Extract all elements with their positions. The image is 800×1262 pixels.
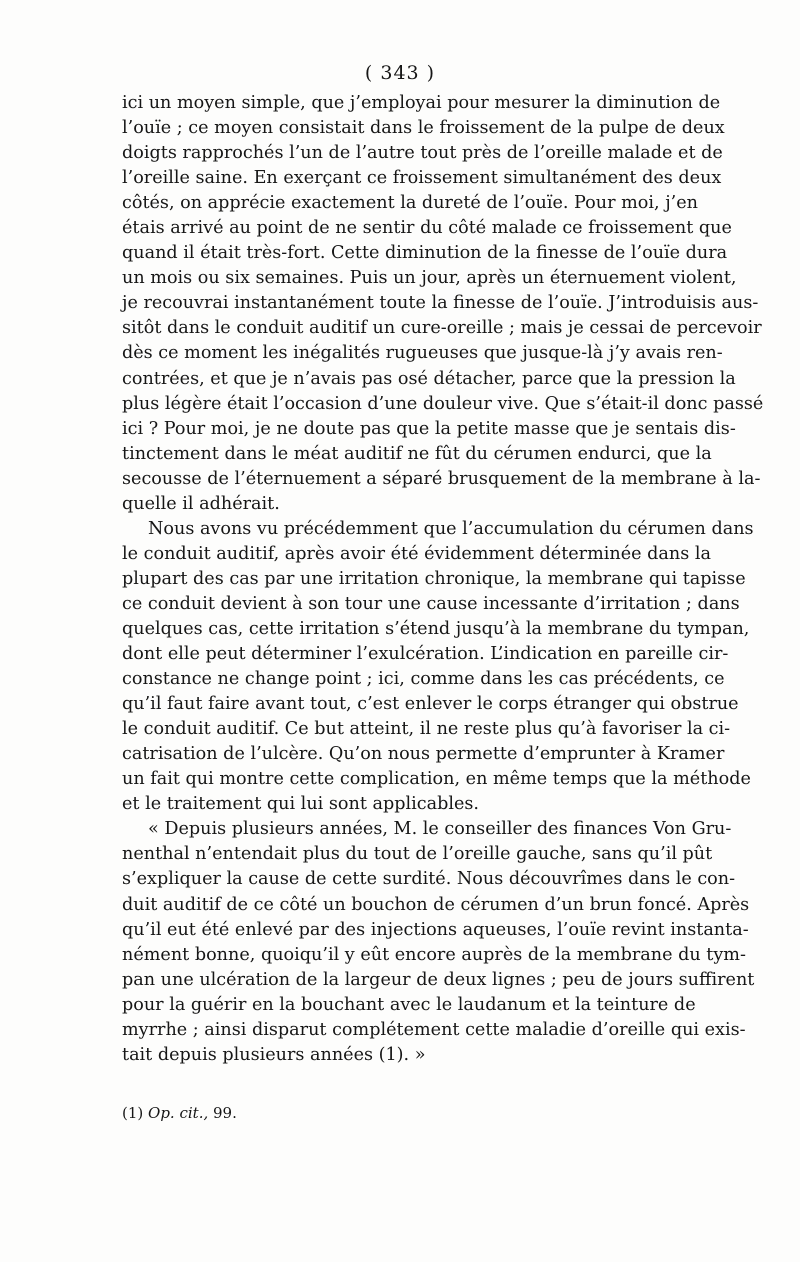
body-text [122, 91, 764, 1068]
text-line: je recouvrai instantanément toute la finesse de l’ouïe. J’introduisis aus- [122, 293, 759, 314]
text-line: dès ce moment les inégalités rugueuses que jusque-là j’y avais ren- [122, 343, 723, 364]
text-line: tait depuis plusieurs années (1). » [122, 1044, 426, 1065]
page-number: ( 343 ) [364, 62, 436, 84]
text-line: plupart des cas par une irritation chronique, la membrane qui tapisse [122, 568, 746, 589]
text-line: secousse de l’éternuement a séparé brusquement de la membrane à la- [122, 468, 761, 489]
text-line: qu’il eut été enlevé par des injections aqueuses, l’ouïe revint instanta- [122, 919, 749, 940]
text-line: qu’il faut faire avant tout, c’est enlever le corps étranger qui obstrue [122, 694, 739, 715]
text-line: plus légère était l’occasion d’une douleur vive. Que s’était-il donc passé [122, 393, 764, 414]
text-line: tinctement dans le méat auditif ne fût du cérumen endurci, que la [122, 443, 712, 464]
text-line: nenthal n’entendait plus du tout de l’oreille gauche, sans qu’il pût [122, 844, 713, 865]
text-line: Nous avons vu précédemment que l’accumulation du cérumen dans [148, 518, 754, 539]
text-line: ici un moyen simple, que j’employai pour mesurer la diminution de [122, 93, 721, 113]
text-line: nément bonne, quoiqu’il y eût encore auprès de la membrane du tym- [122, 944, 746, 965]
text-line: côtés, on apprécie exactement la dureté de l’ouïe. Pour moi, j’en [122, 193, 698, 214]
text-line: contrées, et que je n’avais pas osé détacher, parce que la pression la [122, 368, 736, 389]
text-line: constance ne change point ; ici, comme dans les cas précédents, ce [122, 669, 725, 690]
text-line: myrrhe ; ainsi disparut complétement cette maladie d’oreille qui exis- [122, 1019, 746, 1040]
text-line: l’oreille saine. En exerçant ce froissement simultanément des deux [122, 168, 722, 189]
text-line: catrisation de l’ulcère. Qu’on nous permette d’emprunter à Kramer [122, 744, 725, 765]
text-line: « Depuis plusieurs années, M. le conseiller des finances Von Gru- [148, 819, 732, 840]
text-line: ce conduit devient à son tour une cause incessante d’irritation ; dans [122, 593, 740, 614]
paragraph-2 [122, 517, 754, 818]
text-line: et le traitement qui lui sont applicables. [122, 794, 480, 815]
footnote-page: 99. [213, 1104, 237, 1122]
footnote [122, 1104, 237, 1122]
text-line: le conduit auditif. Ce but atteint, il ne reste plus qu’à favoriser la ci- [122, 719, 731, 740]
text-line: un mois ou six semaines. Puis un jour, après un éternuement violent, [122, 268, 737, 289]
footnote-marker: (1) [122, 1104, 144, 1122]
text-line: duit auditif de ce côté un bouchon de cérumen d’un brun foncé. Après [122, 894, 750, 915]
text-line: quelle il adhérait. [122, 493, 280, 514]
text-line: le conduit auditif, après avoir été évidemment déterminée dans la [122, 543, 711, 564]
text-line: pour la guérir en la bouchant avec le laudanum et la teinture de [122, 994, 696, 1015]
text-line: dont elle peut déterminer l’exulcération. L’indication en pareille cir- [122, 644, 729, 665]
footnote-citation: Op. cit., [148, 1104, 209, 1122]
text-line: l’ouïe ; ce moyen consistait dans le froissement de la pulpe de deux [122, 118, 725, 139]
text-line: quand il était très-fort. Cette diminution de la finesse de l’ouïe dura [122, 243, 728, 264]
text-line: quelques cas, cette irritation s’étend jusqu’à la membrane du tympan, [122, 618, 750, 639]
text-line: s’expliquer la cause de cette surdité. Nous découvrîmes dans le con- [122, 869, 736, 890]
text-line: étais arrivé au point de ne sentir du côté malade ce froissement que [122, 218, 732, 239]
paragraph-3-quotation [122, 817, 755, 1067]
text-line: pan une ulcération de la largeur de deux lignes ; peu de jours suffirent [122, 969, 755, 990]
text-line: sitôt dans le conduit auditif un cure-oreille ; mais je cessai de percevoir [122, 318, 762, 339]
paragraph-1 [122, 91, 764, 517]
text-line: un fait qui montre cette complication, en même temps que la méthode [122, 769, 751, 790]
text-line: doigts rapprochés l’un de l’autre tout près de l’oreille malade et de [122, 143, 723, 164]
text-line: ici ? Pour moi, je ne doute pas que la petite masse que je sentais dis- [122, 418, 736, 439]
